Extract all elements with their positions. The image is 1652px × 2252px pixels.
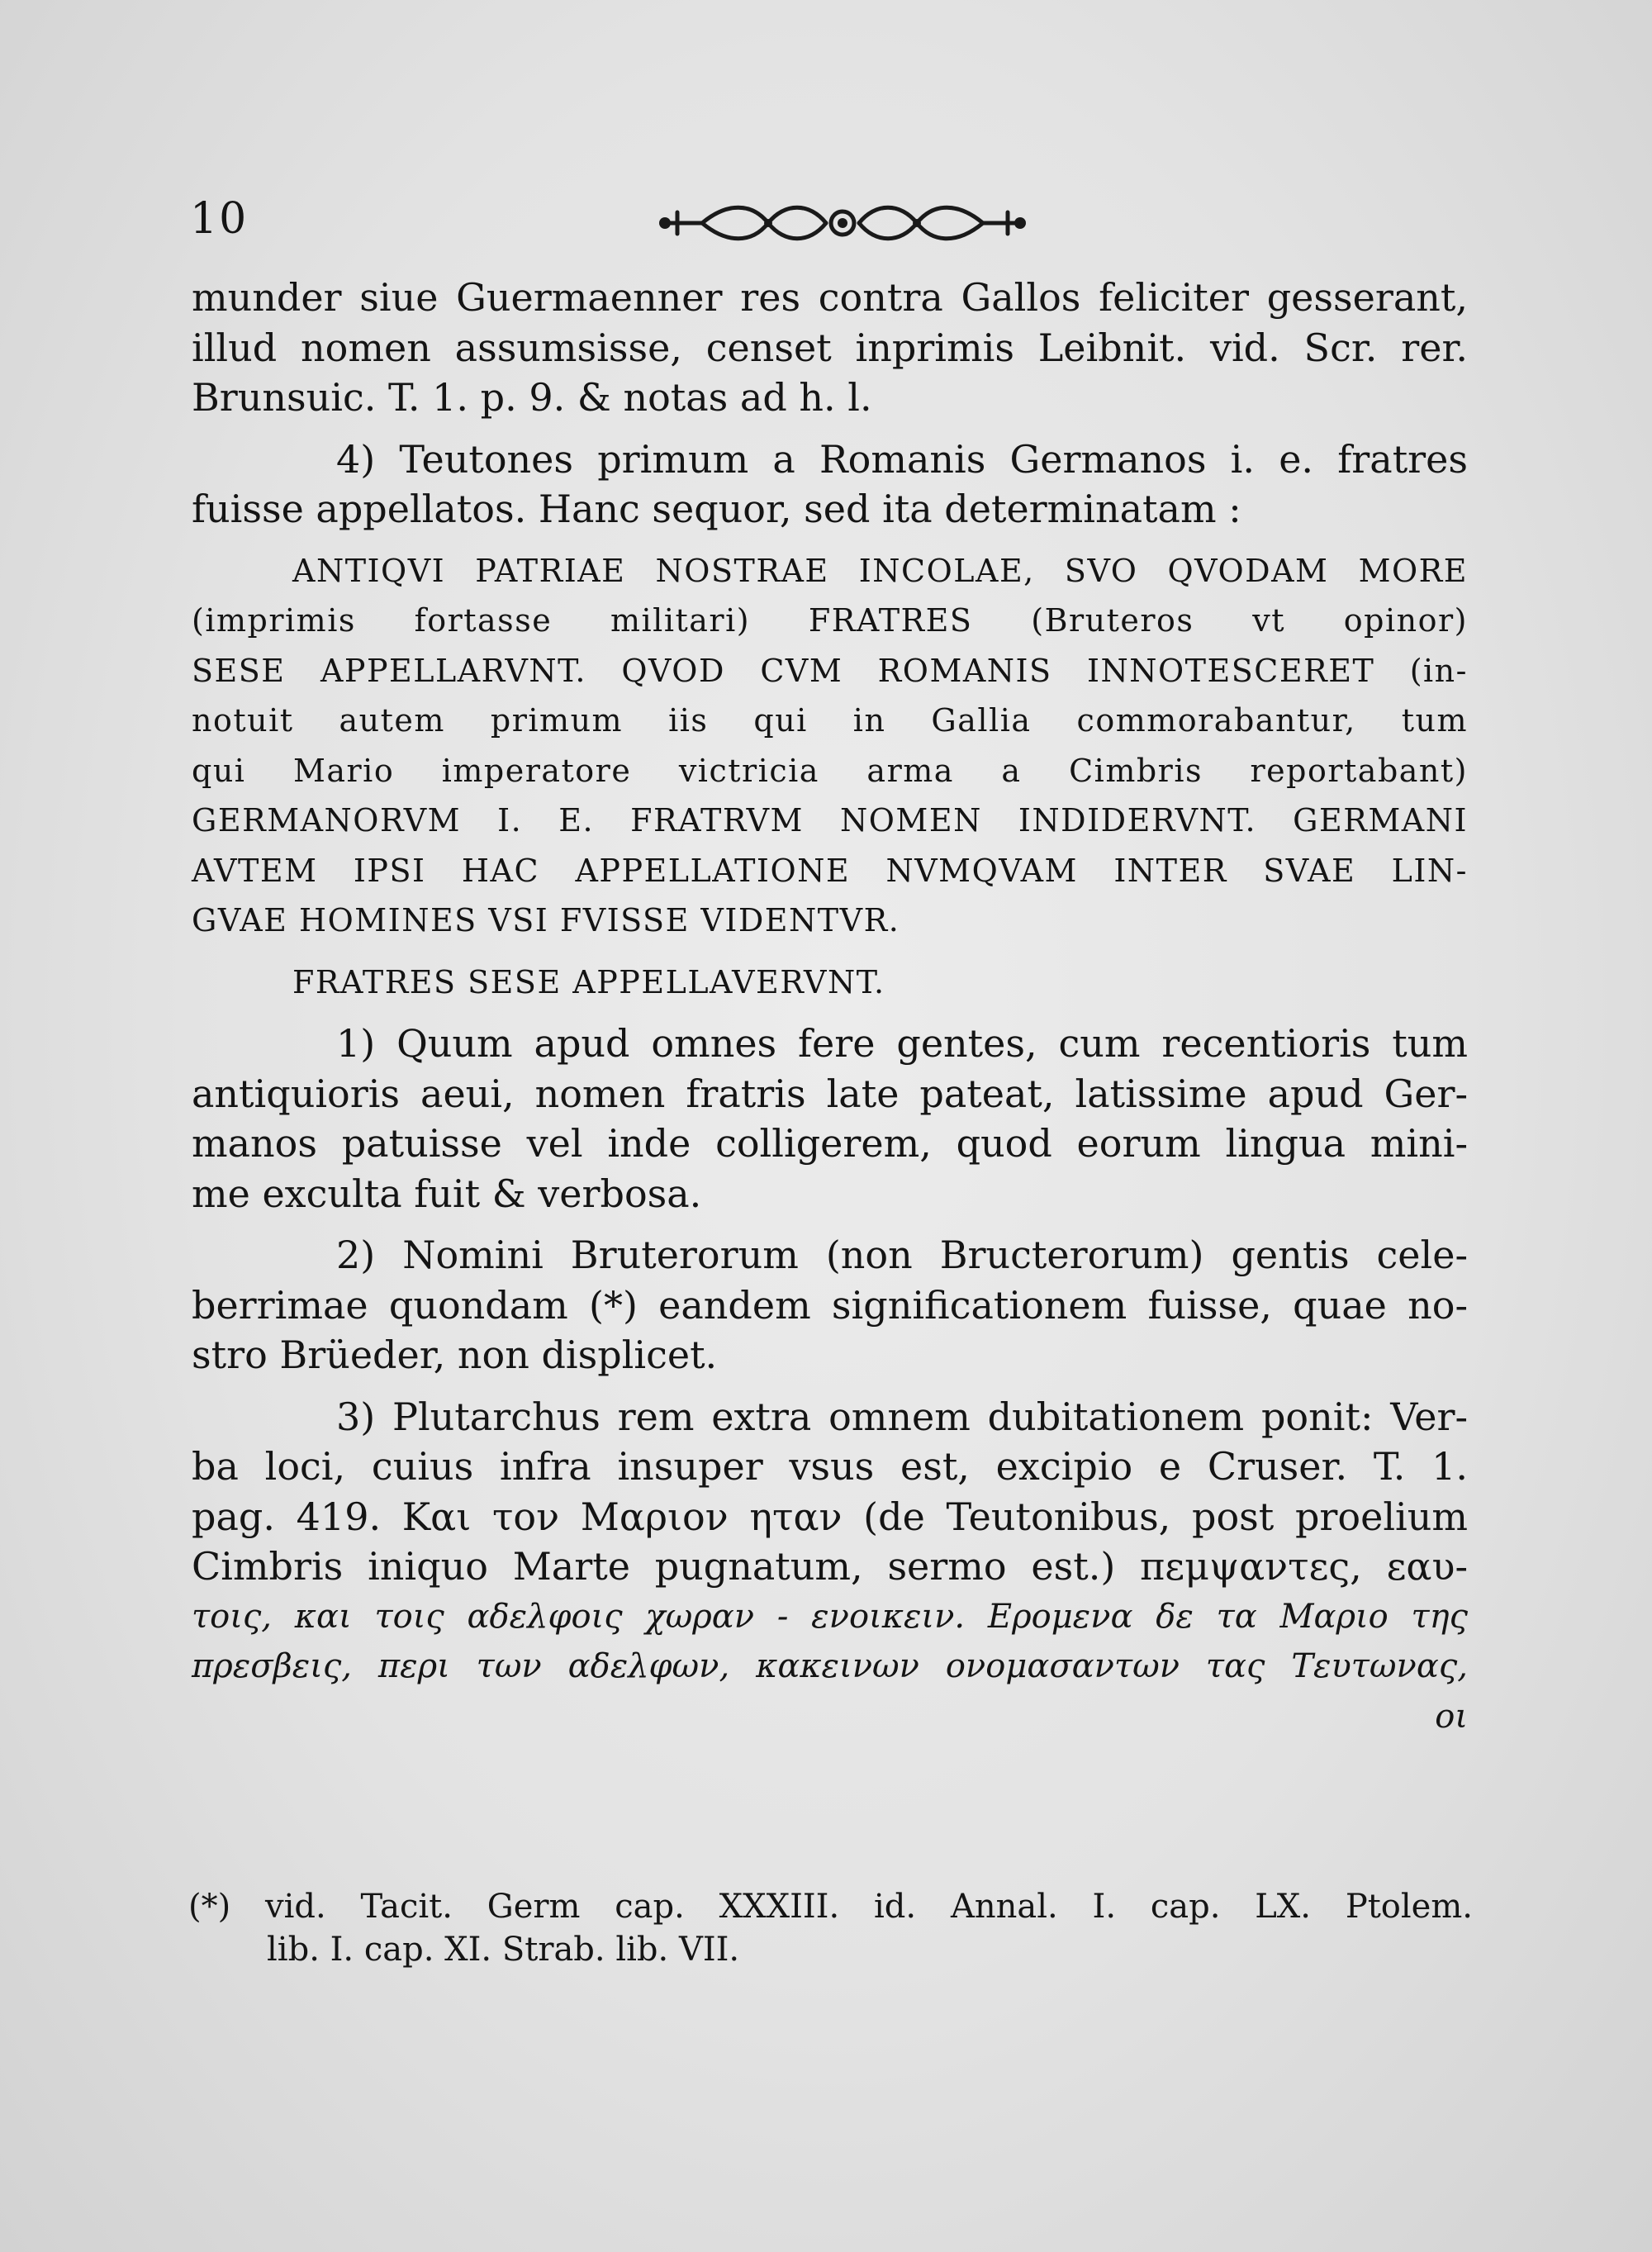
text-line: munder siue Guermaenner res contra Gallos feliciter gesserant, (192, 275, 1468, 320)
point-2 (192, 1230, 1468, 1380)
text-line: me exculta fuit & verbosa. (192, 1171, 702, 1216)
text-line: ba loci, cuius infra insuper vsus est, excipio e Cruser. T. 1. (192, 1444, 1468, 1489)
text-line: Brunsuic. T. 1. p. 9. & notas ad h. l. (192, 375, 872, 420)
subheading: FRATRES SESE APPELLAVERVNT. (292, 963, 885, 1000)
text-line: 4) Teutones primum a Romanis Germanos i. e. fratres (336, 436, 1468, 482)
point-3 (192, 1392, 1468, 1692)
text-line: antiquioris aeui, nomen fratris late pateat, latissime apud Ger- (192, 1071, 1468, 1116)
text-line: pag. 419. Και τον Μαριον ηταν (de Teutonibus, post proelium (192, 1494, 1468, 1539)
footnote-line: lib. I. cap. XI. Strab. lib. VII. (267, 1931, 740, 1969)
text-line: manos patuisse vel inde colligerem, quod eorum lingua mini- (192, 1121, 1468, 1166)
text-line: berrimae quondam (*) eandem significationem fuisse, quae no- (192, 1282, 1468, 1328)
point-1 (192, 1019, 1468, 1219)
text-line: 1) Quum apud omnes fere gentes, cum recentioris tum (336, 1021, 1468, 1066)
text-line: AVTEM IPSI HAC APPELLATIONE NVMQVAM INTER SVAE LIN- (192, 852, 1468, 889)
paragraph-4 (192, 435, 1468, 534)
footnote (188, 1885, 1473, 1971)
text-line: fuisse appellatos. Hanc sequor, sed ita determinatam : (192, 487, 1241, 531)
catchword: οι (1435, 1697, 1468, 1736)
greek-line: τοις, και τοις αδελφοις χωραν - ενοικειν. Ερομενα δε τα Μαριο της (192, 1597, 1468, 1636)
page-body (192, 273, 1468, 1741)
text-line: ANTIQVI PATRIAE NOSTRAE INCOLAE, SVO QVODAM MORE (292, 552, 1468, 589)
greek-line: πρεσβεις, περι των αδελφων, κακεινων ονομασαντων τας Τευτωνας, (192, 1647, 1468, 1685)
page-number: 10 (190, 194, 249, 244)
text-line: GERMANORVM I. E. FRATRVM NOMEN INDIDERVNT. GERMANI (192, 802, 1468, 839)
text-line: stro Brüeder, non displicet. (192, 1333, 718, 1377)
footnote-line: (*) vid. Tacit. Germ cap. XXXIII. id. Annal. I. cap. LX. Ptolem. (188, 1888, 1473, 1926)
text-line: SESE APPELLARVNT. QVOD CVM ROMANIS INNOTESCERET (in- (192, 652, 1468, 689)
text-line: 2) Nomini Bruterorum (non Bructerorum) gentis cele- (336, 1233, 1468, 1277)
paragraph-intro (192, 273, 1468, 423)
text-line: qui Mario imperatore victricia arma a Cimbris reportabant) (192, 752, 1468, 789)
ornament-icon (653, 194, 1032, 252)
quote-block (192, 546, 1468, 946)
text-line: notuit autem primum iis qui in Gallia commorabantur, tum (192, 702, 1468, 739)
text-line: GVAE HOMINES VSI FVISSE VIDENTVR. (192, 902, 900, 938)
text-line: Cimbris iniquo Marte pugnatum, sermo est.) πεμψαντες, εαυ- (192, 1544, 1468, 1589)
text-line: 3) Plutarchus rem extra omnem dubitationem ponit: Ver- (336, 1394, 1468, 1439)
text-line: illud nomen assumsisse, censet inprimis Leibnit. vid. Scr. rer. (192, 325, 1468, 370)
text-line: (imprimis fortasse militari) FRATRES (Bruteros vt opinor) (192, 602, 1468, 639)
page-header (190, 194, 1479, 260)
